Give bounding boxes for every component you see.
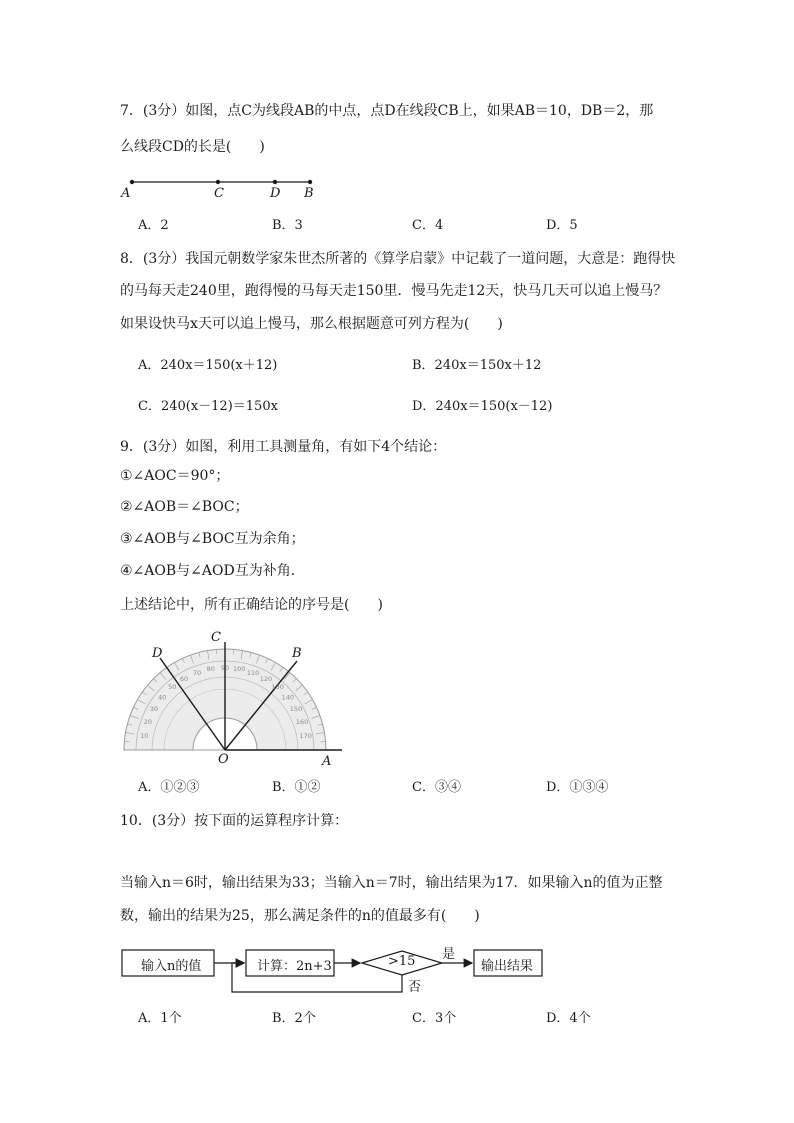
q8-option-b[interactable]: B．240x＝150x＋12 [412, 358, 542, 373]
flow-yes-label: 是 [442, 947, 456, 962]
q7-option-b[interactable]: B．3 [272, 218, 303, 233]
flow-no-label: 否 [408, 980, 422, 995]
q10-desc-line2: 数，输出的结果为25，那么满足条件的n的值最多有( ) [120, 908, 480, 924]
protractor-number: 150 [289, 705, 303, 713]
q7-option-a[interactable]: A．2 [138, 218, 169, 233]
q9-conclusion-2: ②∠AOB＝∠BOC； [120, 499, 249, 515]
q9-option-b[interactable]: B．①② [272, 780, 321, 795]
q9-label-b: B [292, 646, 302, 661]
q8-option-d[interactable]: D．240x＝150(x－12) [412, 399, 553, 414]
q10-option-a[interactable]: A．1个 [138, 1011, 182, 1026]
flow-condition: >15 [388, 954, 416, 969]
q9-question: 上述结论中，所有正确结论的序号是( ) [120, 597, 383, 613]
q10-stem: 10．(3分）按下面的运算程序计算： [120, 813, 349, 829]
q7-option-d[interactable]: D．5 [546, 218, 578, 233]
q10-option-c[interactable]: C．3个 [412, 1011, 457, 1026]
q7-stem-line2: 么线段CD的长是( ) [120, 139, 265, 155]
q9-stem: 9．(3分）如图，利用工具测量角，有如下4个结论： [120, 439, 447, 455]
protractor-number: 40 [158, 693, 167, 702]
q8-stem-line2: 的马每天走240里，跑得慢的马每天走150里．慢马先走12天，快马几天可以追上慢马？ [120, 283, 668, 299]
q8-option-a[interactable]: A．240x＝150(x＋12) [138, 358, 278, 373]
protractor-number: 160 [295, 717, 309, 726]
q7-point-b: B [304, 186, 314, 201]
protractor-number: 30 [149, 705, 159, 713]
protractor-number: 100 [233, 665, 246, 674]
q7-point-d: D [270, 186, 281, 201]
q7-point-c: C [214, 186, 224, 201]
q10-option-d[interactable]: D．4个 [546, 1011, 591, 1026]
flow-output-box: 输出结果 [481, 959, 534, 974]
q9-conclusion-4: ④∠AOB与∠AOD互为补角． [120, 563, 305, 579]
q9-option-d[interactable]: D．①③④ [546, 780, 609, 795]
protractor-number: 20 [143, 717, 153, 726]
q9-conclusion-3: ③∠AOB与∠BOC互为余角； [120, 531, 305, 547]
q9-label-a: A [322, 754, 332, 769]
flow-calc-box: 计算：2n+3 [257, 959, 332, 974]
q8-stem-line3: 如果设快马x天可以追上慢马，那么根据题意可列方程为( ) [120, 316, 503, 332]
q8-option-c[interactable]: C．240(x－12)＝150x [138, 399, 278, 414]
q9-label-o: O [218, 752, 229, 767]
q7-option-c[interactable]: C．4 [412, 218, 444, 233]
protractor-number: 140 [281, 693, 295, 702]
protractor-number: 10 [140, 731, 149, 740]
q9-label-c: C [211, 630, 221, 645]
protractor-number: 120 [259, 674, 273, 683]
q10-option-b[interactable]: B．2个 [272, 1011, 316, 1026]
protractor-number: 130 [271, 683, 284, 692]
protractor-number: 110 [246, 668, 260, 677]
q8-stem-line1: 8．(3分）我国元朝数学家朱世杰所著的《算学启蒙》中记载了一道问题，大意是：跑得快 [120, 251, 676, 267]
q9-option-c[interactable]: C．③④ [412, 780, 461, 795]
protractor-number: 60 [179, 674, 189, 683]
q7-stem-line1: 7．(3分）如图，点C为线段AB的中点，点D在线段CB上，如果AB＝10，DB＝2，那 [120, 103, 654, 119]
protractor-number: 170 [299, 731, 312, 740]
q9-conclusion-1: ①∠AOC＝90°； [120, 468, 230, 484]
flow-input-box: 输入n的值 [141, 959, 202, 974]
q9-option-a[interactable]: A．①②③ [138, 780, 200, 795]
protractor-number: 70 [192, 668, 202, 677]
protractor-number: 50 [168, 683, 177, 692]
protractor-number: 80 [206, 665, 215, 674]
q9-label-d: D [152, 646, 163, 661]
q7-point-a: A [121, 186, 131, 201]
protractor-number: 90 [220, 664, 230, 672]
q10-desc-line1: 当输入n＝6时，输出结果为33；当输入n＝7时，输出结果为17．如果输入n的值为正整 [120, 875, 663, 891]
